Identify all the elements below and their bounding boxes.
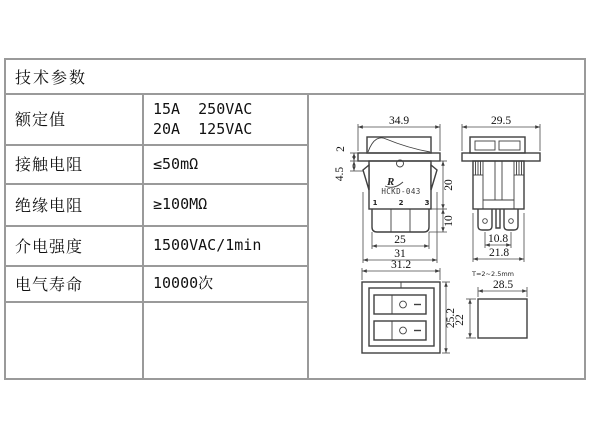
- dim-overall-width: 31: [394, 248, 406, 260]
- prong-hole: [509, 219, 514, 224]
- rocker-cap-side: [470, 137, 525, 153]
- dim-cutout-width: 28.5: [492, 279, 514, 291]
- spec-table: [4, 58, 586, 380]
- terminal-2-label: 2: [398, 199, 404, 207]
- row-label-dielectric-strength: 介电强度: [15, 238, 84, 256]
- rocker-2-on-symbol: [400, 327, 407, 334]
- dim-face-height: 25.2: [445, 307, 457, 329]
- cap-detail: [475, 141, 495, 150]
- row-value-contact-resistance: ≤50mΩ: [153, 154, 199, 173]
- cutout-rect: [478, 299, 527, 338]
- dim-side-width: 29.5: [490, 115, 512, 127]
- dim-cutout-height: 22: [454, 314, 466, 326]
- rated-value-line-2: 20A 125VAC: [153, 119, 253, 138]
- dim-front-width: 34.9: [388, 115, 410, 127]
- dim-face-width: 31.2: [390, 259, 412, 271]
- terminal-1-label: 1: [372, 199, 378, 207]
- dim-terminal-height: 10: [443, 215, 455, 227]
- model-number: HCKD-043: [381, 187, 421, 196]
- dim-terminal-width: 25: [394, 234, 406, 246]
- table-line: [6, 301, 307, 303]
- face-inner-frame: [369, 288, 434, 346]
- flange-side: [462, 153, 540, 161]
- row-label-contact-resistance: 接触电阻: [15, 157, 84, 174]
- terminal-prong: [478, 209, 492, 230]
- terminal-block: [372, 209, 429, 232]
- table-header: 技术参数: [15, 70, 88, 87]
- rocker-1-on-symbol: [400, 301, 407, 308]
- front-view: [334, 115, 455, 263]
- cutout-view: [454, 270, 527, 338]
- side-view: [462, 115, 540, 262]
- row-label-electrical-life: 电气寿命: [15, 276, 84, 294]
- cap-detail: [499, 141, 520, 150]
- face-outer-frame: [362, 282, 440, 353]
- row-label-insulation-resistance: 绝缘电阻: [15, 197, 84, 215]
- dim-pin-span: 10.8: [487, 233, 509, 245]
- prong-hole: [483, 219, 488, 224]
- center-prong: [496, 209, 500, 228]
- dim-flange-height: 4.5: [334, 166, 346, 182]
- brand-logo: R: [387, 176, 395, 188]
- row-value-dielectric-strength: 1500VAC/1min: [153, 236, 262, 254]
- dim-cap-height: 2: [335, 146, 347, 152]
- row-label-rated-value: 额定值: [15, 112, 67, 129]
- face-view: [362, 259, 457, 353]
- technical-drawings: [307, 93, 586, 380]
- terminal-3-label: 3: [424, 199, 430, 207]
- dim-side-body-width: 21.8: [488, 247, 510, 259]
- rocker-curve: [368, 138, 430, 152]
- row-value-insulation-resistance: ≥100MΩ: [153, 195, 208, 213]
- terminal-prong: [504, 209, 518, 230]
- rated-value-line-1: 15A 250VAC: [153, 99, 253, 118]
- dim-body-height: 20: [443, 179, 455, 191]
- panel-thickness-note: T=2~2.5mm: [472, 270, 514, 278]
- right-clip: [431, 165, 437, 190]
- left-clip: [363, 165, 369, 190]
- row-value-rated-value: [144, 93, 307, 144]
- row-value-electrical-life: 10000次: [153, 274, 214, 292]
